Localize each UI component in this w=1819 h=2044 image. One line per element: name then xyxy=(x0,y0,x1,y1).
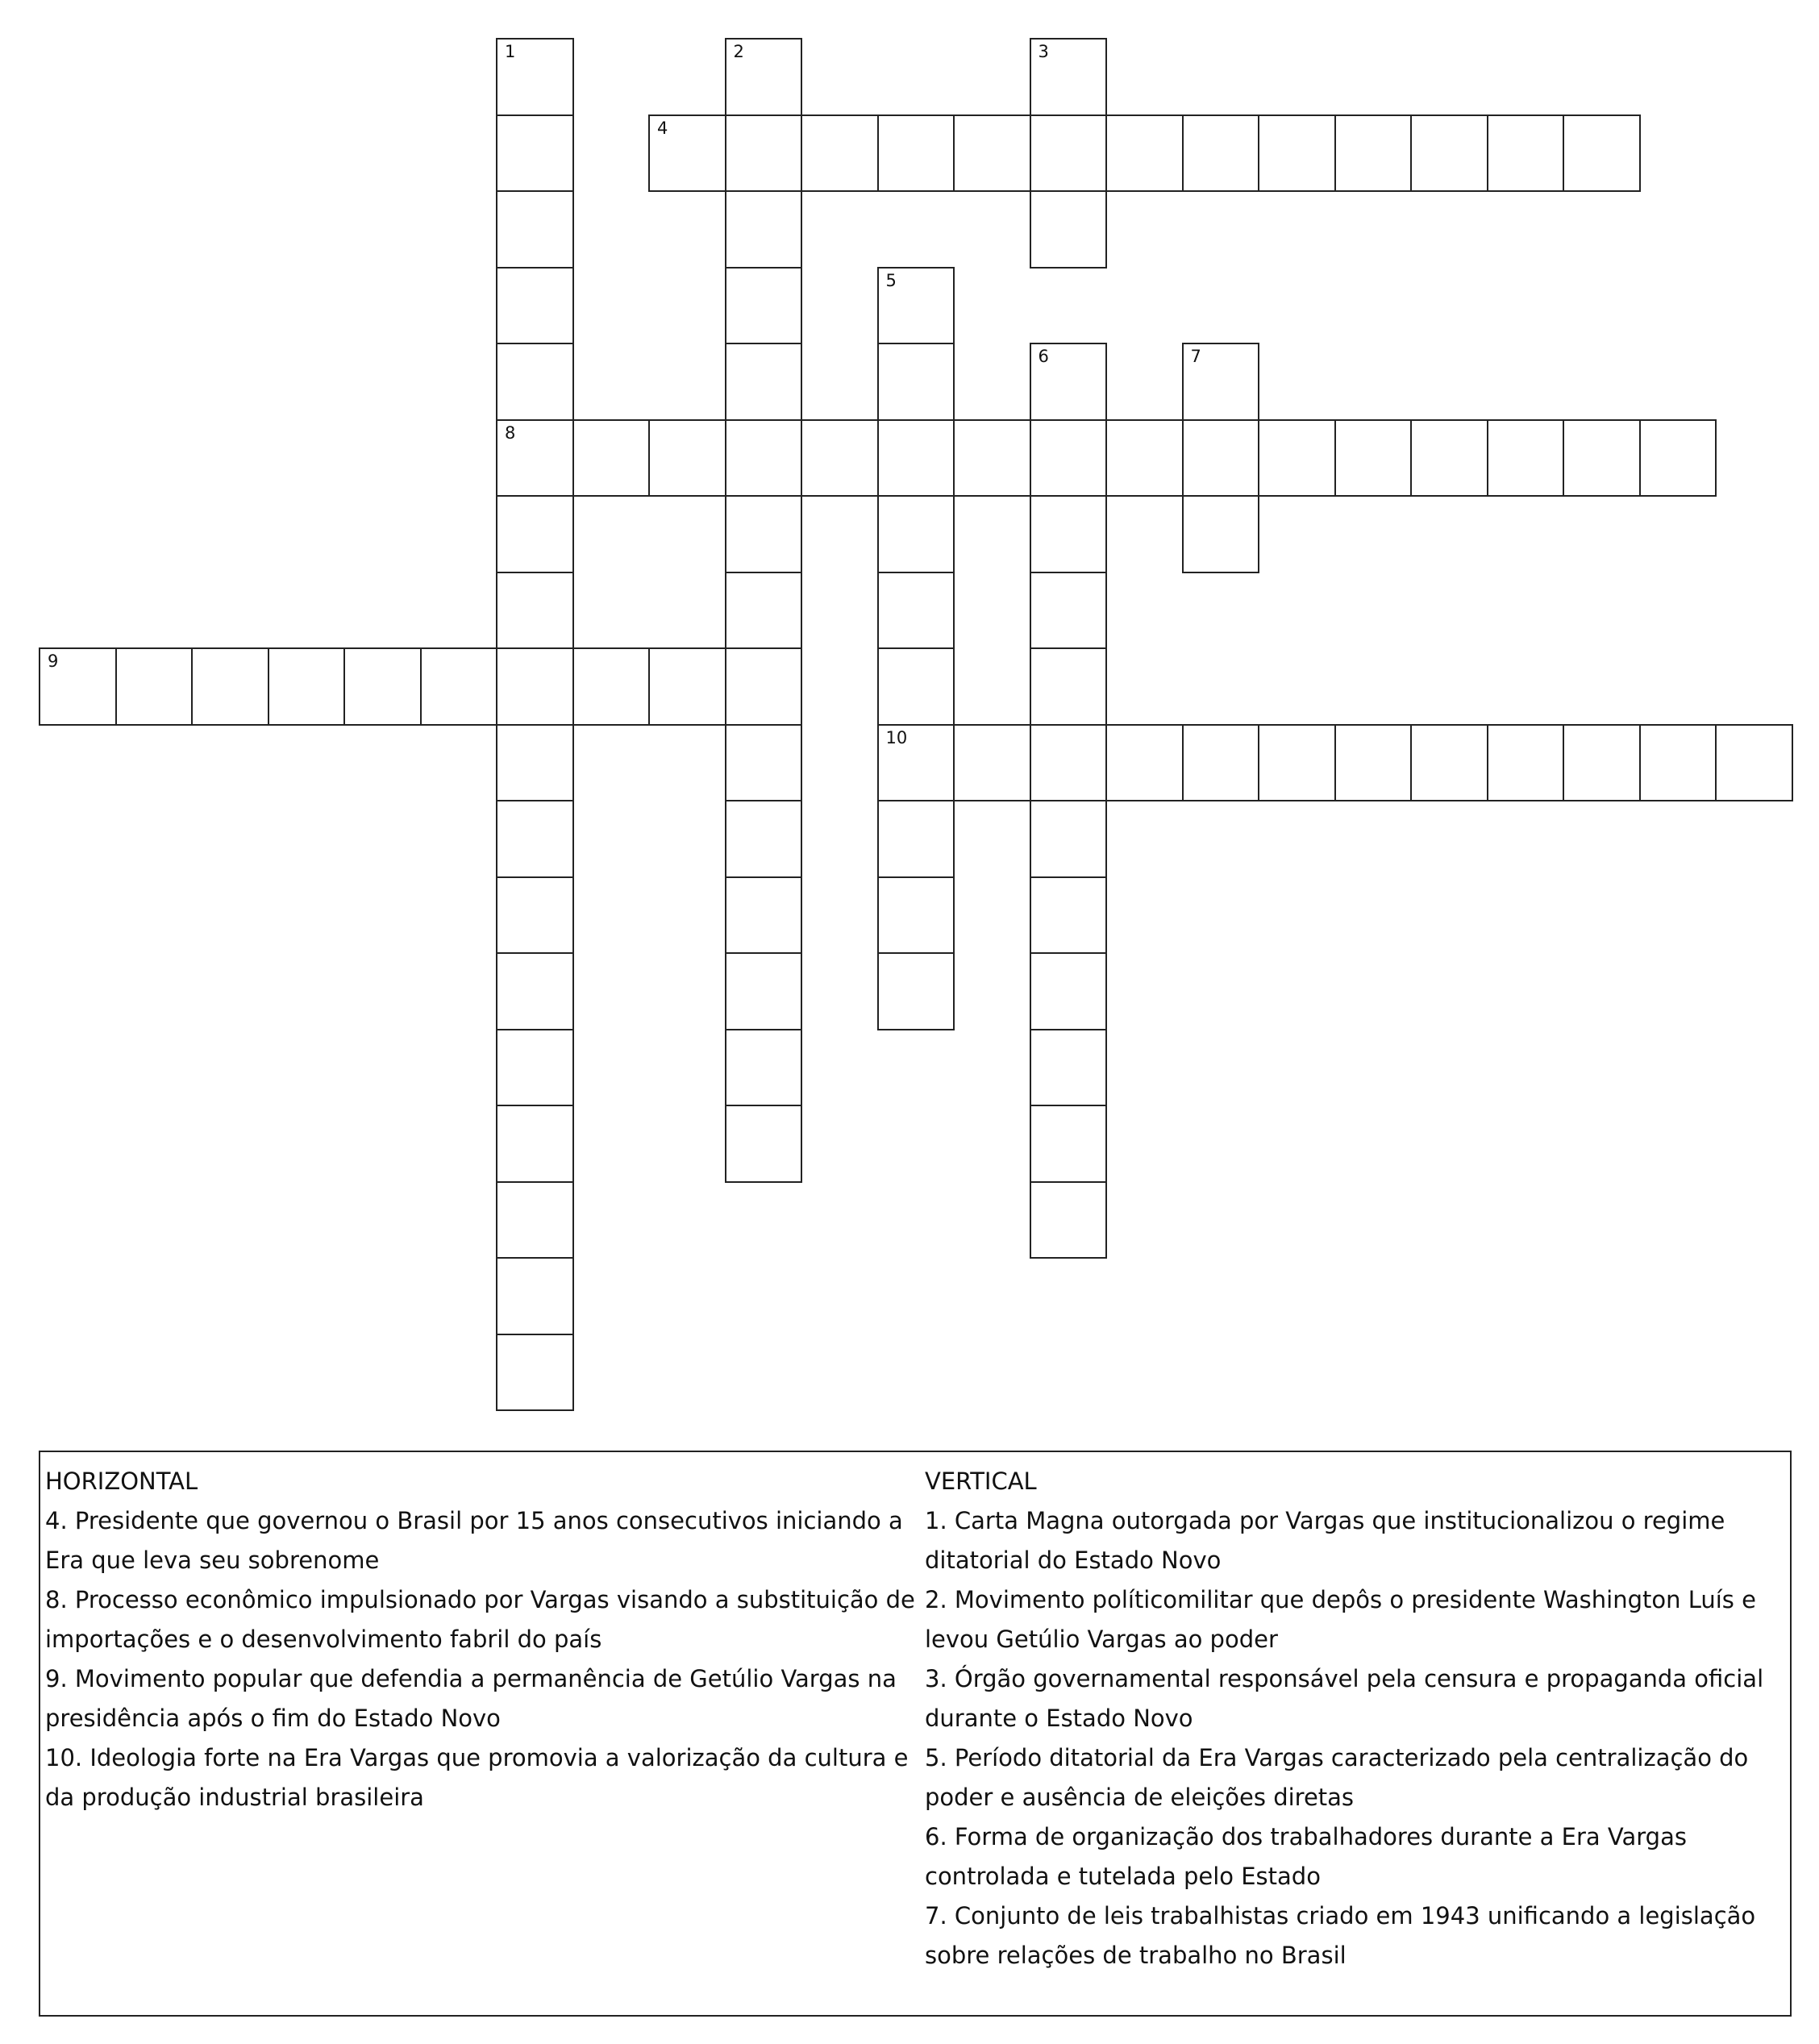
clue-across-4: 4. Presidente que governou o Brasil por 15 anos consecutivos iniciando a Era que leva seu sobrenome xyxy=(45,1507,903,1574)
grid-cell[interactable] xyxy=(496,419,574,497)
grid-cell[interactable] xyxy=(496,1257,574,1335)
clue-across-8: 8. Processo econômico impulsionado por Vargas visando a substituição de importações e o desenvolvimento fabril do país xyxy=(45,1586,915,1653)
grid-cell[interactable] xyxy=(877,647,955,726)
grid-cell[interactable] xyxy=(1030,1029,1108,1107)
grid-cell[interactable] xyxy=(1182,114,1260,193)
grid-cell[interactable] xyxy=(1258,419,1336,497)
grid-cell[interactable] xyxy=(420,647,498,726)
vertical-heading: VERTICAL xyxy=(925,1467,1037,1495)
clues-box xyxy=(39,1451,1792,2017)
clue-number: 3 xyxy=(1038,42,1049,61)
grid-cell[interactable] xyxy=(725,1029,803,1107)
grid-cell[interactable] xyxy=(496,495,574,573)
grid-cell[interactable] xyxy=(877,876,955,955)
clue-number: 9 xyxy=(48,651,59,671)
clue-number: 8 xyxy=(505,423,516,443)
clue-number: 2 xyxy=(733,42,744,61)
grid-cell[interactable] xyxy=(1410,114,1488,193)
grid-cell[interactable] xyxy=(877,343,955,421)
grid-cell[interactable] xyxy=(496,38,574,116)
grid-cell[interactable] xyxy=(496,572,574,650)
grid-cell[interactable] xyxy=(1487,419,1565,497)
grid-cell[interactable] xyxy=(725,114,803,193)
grid-cell[interactable] xyxy=(1334,419,1413,497)
grid-cell[interactable] xyxy=(1105,419,1184,497)
clue-number: 6 xyxy=(1038,347,1049,366)
grid-cell[interactable] xyxy=(496,647,574,726)
grid-cell[interactable] xyxy=(725,724,803,802)
grid-cell[interactable] xyxy=(648,647,726,726)
grid-cell[interactable] xyxy=(496,724,574,802)
grid-cell[interactable] xyxy=(801,419,879,497)
grid-cell[interactable] xyxy=(1030,1181,1108,1259)
grid-cell[interactable] xyxy=(877,267,955,345)
grid-cell[interactable] xyxy=(725,572,803,650)
grid-cell[interactable] xyxy=(877,419,955,497)
grid-cell[interactable] xyxy=(496,876,574,955)
grid-cell[interactable] xyxy=(725,267,803,345)
grid-cell[interactable] xyxy=(572,647,651,726)
grid-cell[interactable] xyxy=(496,1334,574,1412)
clue-down-6: 6. Forma de organização dos trabalhadores durante a Era Vargas controlada e tutelada pelo Estado xyxy=(925,1823,1687,1890)
grid-cell[interactable] xyxy=(1030,800,1108,878)
grid-cell[interactable] xyxy=(725,495,803,573)
grid-cell[interactable] xyxy=(191,647,269,726)
grid-cell[interactable] xyxy=(1182,419,1260,497)
grid-cell[interactable] xyxy=(953,114,1031,193)
grid-cell[interactable] xyxy=(496,1029,574,1107)
grid-cell[interactable] xyxy=(877,572,955,650)
grid-cell[interactable] xyxy=(1030,572,1108,650)
grid-cell[interactable] xyxy=(1030,724,1108,802)
clue-number: 1 xyxy=(505,42,516,61)
grid-cell[interactable] xyxy=(496,1105,574,1183)
grid-cell[interactable] xyxy=(1030,876,1108,955)
grid-cell[interactable] xyxy=(648,114,726,193)
clue-number: 5 xyxy=(885,270,897,290)
grid-cell[interactable] xyxy=(496,800,574,878)
grid-cell[interactable] xyxy=(1105,114,1184,193)
grid-cell[interactable] xyxy=(1030,1105,1108,1183)
grid-cell[interactable] xyxy=(1182,343,1260,421)
grid-cell[interactable] xyxy=(1258,724,1336,802)
grid-cell[interactable] xyxy=(648,419,726,497)
grid-cell[interactable] xyxy=(1334,114,1413,193)
grid-cell[interactable] xyxy=(1030,114,1108,193)
clue-number: 7 xyxy=(1190,347,1201,366)
grid-cell[interactable] xyxy=(1410,419,1488,497)
grid-cell[interactable] xyxy=(877,952,955,1030)
grid-cell[interactable] xyxy=(1563,114,1641,193)
clue-number: 4 xyxy=(657,118,668,138)
grid-cell[interactable] xyxy=(877,800,955,878)
clue-down-1: 1. Carta Magna outorgada por Vargas que institucionalizou o regime ditatorial do Estado Novo xyxy=(925,1507,1725,1574)
grid-cell[interactable] xyxy=(1030,419,1108,497)
grid-cell[interactable] xyxy=(1105,724,1184,802)
grid-cell[interactable] xyxy=(496,190,574,269)
grid-cell[interactable] xyxy=(496,1181,574,1259)
clue-number: 10 xyxy=(885,727,908,747)
grid-cell[interactable] xyxy=(877,114,955,193)
grid-cell[interactable] xyxy=(1030,190,1108,269)
grid-cell[interactable] xyxy=(496,343,574,421)
grid-cell[interactable] xyxy=(1563,419,1641,497)
horizontal-clues xyxy=(45,1462,916,1817)
grid-cell[interactable] xyxy=(725,952,803,1030)
grid-cell[interactable] xyxy=(1715,724,1793,802)
clue-down-3: 3. Órgão governamental responsável pela censura e propaganda oficial durante o Estado Novo xyxy=(925,1665,1764,1732)
grid-cell[interactable] xyxy=(1030,495,1108,573)
grid-cell[interactable] xyxy=(1030,647,1108,726)
grid-cell[interactable] xyxy=(343,647,422,726)
grid-cell[interactable] xyxy=(725,343,803,421)
grid-cell[interactable] xyxy=(1639,724,1717,802)
grid-cell[interactable] xyxy=(725,876,803,955)
grid-cell[interactable] xyxy=(725,38,803,116)
grid-cell[interactable] xyxy=(725,647,803,726)
grid-cell[interactable] xyxy=(953,724,1031,802)
grid-cell[interactable] xyxy=(496,952,574,1030)
grid-cell[interactable] xyxy=(1639,419,1717,497)
grid-cell[interactable] xyxy=(1334,724,1413,802)
clue-down-7: 7. Conjunto de leis trabalhistas criado em 1943 unificando a legislação sobre relações de trabalho no Brasil xyxy=(925,1902,1756,1969)
grid-cell[interactable] xyxy=(725,800,803,878)
grid-cell[interactable] xyxy=(1563,724,1641,802)
grid-cell[interactable] xyxy=(1030,38,1108,116)
grid-cell[interactable] xyxy=(725,419,803,497)
grid-cell[interactable] xyxy=(1487,724,1565,802)
clue-across-9: 9. Movimento popular que defendia a permanência de Getúlio Vargas na presidência após o fim do Estado Novo xyxy=(45,1665,897,1732)
grid-cell[interactable] xyxy=(1182,495,1260,573)
grid-cell[interactable] xyxy=(1410,724,1488,802)
grid-cell[interactable] xyxy=(39,647,117,726)
grid-cell[interactable] xyxy=(1030,343,1108,421)
grid-cell[interactable] xyxy=(496,267,574,345)
grid-cell[interactable] xyxy=(877,724,955,802)
grid-cell[interactable] xyxy=(953,419,1031,497)
grid-cell[interactable] xyxy=(801,114,879,193)
vertical-clues xyxy=(925,1462,1788,1975)
clue-down-2: 2. Movimento políticomilitar que depôs o presidente Washington Luís e levou Getúlio Vargas ao poder xyxy=(925,1586,1756,1653)
grid-cell[interactable] xyxy=(1182,724,1260,802)
clue-down-5: 5. Período ditatorial da Era Vargas caracterizado pela centralização do poder e ausência de eleições diretas xyxy=(925,1744,1749,1811)
grid-cell[interactable] xyxy=(115,647,194,726)
grid-cell[interactable] xyxy=(268,647,346,726)
grid-cell[interactable] xyxy=(496,114,574,193)
grid-cell[interactable] xyxy=(1258,114,1336,193)
grid-cell[interactable] xyxy=(877,495,955,573)
horizontal-heading: HORIZONTAL xyxy=(45,1467,198,1495)
clue-across-10: 10. Ideologia forte na Era Vargas que promovia a valorização da cultura e da produção industrial brasileira xyxy=(45,1744,909,1811)
grid-cell[interactable] xyxy=(725,190,803,269)
grid-cell[interactable] xyxy=(572,419,651,497)
grid-cell[interactable] xyxy=(725,1105,803,1183)
grid-cell[interactable] xyxy=(1030,952,1108,1030)
grid-cell[interactable] xyxy=(1487,114,1565,193)
